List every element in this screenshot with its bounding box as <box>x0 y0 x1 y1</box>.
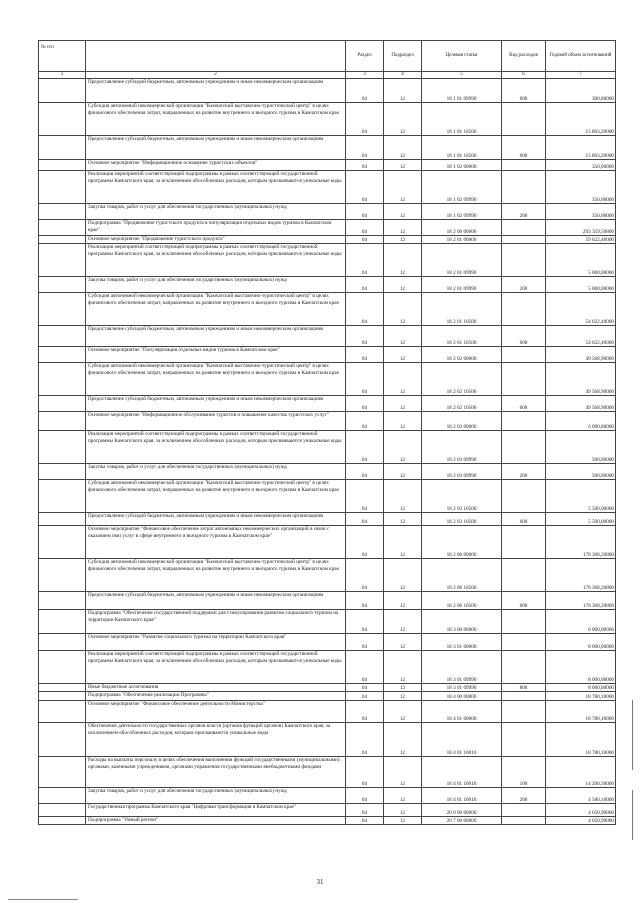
table-row <box>39 817 616 825</box>
row-article-cell: 18 4 00 00000 <box>422 692 502 701</box>
row-num-cell <box>39 363 86 396</box>
row-article-cell: 18 2 06 10500 <box>422 559 502 592</box>
row-num-cell <box>39 326 86 347</box>
row-podrazdel-cell: 12 <box>384 788 422 804</box>
row-podrazdel-cell: 12 <box>384 701 422 723</box>
row-num-cell <box>39 559 86 592</box>
row-article-cell: 20 0 00 00000 <box>422 804 502 817</box>
row-num-cell <box>39 804 86 817</box>
column-number-row <box>39 72 616 79</box>
row-article-cell: 18 2 03 09990 <box>422 431 502 464</box>
row-article-cell: 18 4 01 10010 <box>422 757 502 788</box>
table-row <box>39 277 616 293</box>
row-razdel-cell: 04 <box>346 244 384 277</box>
row-num-cell <box>39 293 86 326</box>
row-sum-cell: 6 000,00000 <box>546 412 616 431</box>
row-podrazdel-cell: 12 <box>384 634 422 651</box>
row-sum-cell: 18 780,10000 <box>546 723 616 757</box>
row-num-cell <box>39 236 86 244</box>
row-num-cell <box>39 817 86 825</box>
row-article-cell: 18 3 00 00000 <box>422 610 502 634</box>
table-body <box>39 79 616 825</box>
row-razdel-cell: 04 <box>346 396 384 412</box>
row-razdel-cell: 04 <box>346 136 384 160</box>
row-num-cell <box>39 634 86 651</box>
row-podrazdel-cell: 12 <box>384 692 422 701</box>
table-row <box>39 236 616 244</box>
row-razdel-cell: 04 <box>346 634 384 651</box>
row-name-cell: Подпрограмма "Обеспечение государственной поддержки для стимулирования развития социального туризма на территории Камчатского края" <box>86 610 346 634</box>
row-article-cell: 18 4 01 00000 <box>422 701 502 723</box>
col-number: 1 <box>39 72 86 79</box>
row-razdel-cell: 04 <box>346 817 384 825</box>
row-razdel-cell: 04 <box>346 592 384 610</box>
table-row <box>39 412 616 431</box>
table-row <box>39 701 616 723</box>
row-name-cell: Основное мероприятие "Продвижение туристского продукта" <box>86 236 346 244</box>
row-razdel-cell: 04 <box>346 610 384 634</box>
row-name-cell: Основное мероприятие "Информационное обслуживание туристов и повышение качества туристских услуг" <box>86 412 346 431</box>
row-article-cell: 18 3 01 09990 <box>422 684 502 692</box>
row-name-cell: Подпрограмма "Умный регион" <box>86 817 346 825</box>
table-row <box>39 788 616 804</box>
row-razdel-cell: 04 <box>346 526 384 559</box>
row-type-cell <box>502 160 546 171</box>
row-type-cell: 200 <box>502 464 546 480</box>
table-row <box>39 559 616 592</box>
row-sum-cell: 350,00000 <box>546 204 616 220</box>
col-number: 2 <box>86 72 346 79</box>
table-row <box>39 513 616 526</box>
row-sum-cell: 300,00000 <box>546 79 616 103</box>
row-razdel-cell: 04 <box>346 160 384 171</box>
table-header-row <box>39 41 616 72</box>
row-num-cell <box>39 701 86 723</box>
table-row <box>39 610 616 634</box>
row-name-cell: Реализация мероприятий соответствующей подпрограммы в рамках соответствующей государственной программы Камчатского края, за исключением обособленных расходов, которым присваиваются уникальные коды <box>86 171 346 204</box>
row-razdel-cell: 04 <box>346 347 384 363</box>
row-name-cell: Основное мероприятие "Информационное оснащение туристских объектов" <box>86 160 346 171</box>
row-article-cell: 18 1 01 09990 <box>422 79 502 103</box>
col-number: 3 <box>346 72 384 79</box>
row-name-cell: Основное мероприятие "Развитие социального туризма на территории Камчатского края" <box>86 634 346 651</box>
row-article-cell: 18 2 00 00000 <box>422 220 502 236</box>
row-name-cell: Основное мероприятие "Популяризация отдельных видов туризма в Камчатском крае" <box>86 347 346 363</box>
row-name-cell: Закупка товаров, работ и услуг для обеспечения государственных (муниципальных) нужд <box>86 204 346 220</box>
row-sum-cell: 14 200,30000 <box>546 757 616 788</box>
page-number: 31 <box>316 878 324 886</box>
row-num-cell <box>39 757 86 788</box>
row-num-cell <box>39 204 86 220</box>
row-podrazdel-cell: 12 <box>384 526 422 559</box>
table-row <box>39 136 616 160</box>
header-name <box>86 41 346 72</box>
row-num-cell <box>39 684 86 692</box>
row-type-cell: 200 <box>502 788 546 804</box>
row-name-cell: Предоставление субсидий бюджетным, автономным учреждениям и иным некоммерческим организациям <box>86 326 346 347</box>
row-sum-cell: 350,00000 <box>546 171 616 204</box>
row-name-cell: Субсидия автономной некоммерческой организации "Камчатский выставочно-туристический центр" в целях финансового обеспечения затрат, направленных на развитие внутреннего и въездного туризма в Камчатском крае <box>86 293 346 326</box>
row-type-cell: 600 <box>502 79 546 103</box>
row-name-cell: Реализация мероприятий соответствующей подпрограммы в рамках соответствующей государственной программы Камчатского края, за исключением обособленных расходов, которым присваиваются уникальные коды <box>86 651 346 684</box>
row-article-cell: 18 2 06 00000 <box>422 526 502 559</box>
row-type-cell: 600 <box>502 326 546 347</box>
row-podrazdel-cell: 12 <box>384 651 422 684</box>
row-type-cell <box>502 559 546 592</box>
row-article-cell: 18 1 01 10500 <box>422 136 502 160</box>
row-razdel-cell: 04 <box>346 220 384 236</box>
row-name-cell: Иные бюджетные ассигнования <box>86 684 346 692</box>
row-sum-cell: 5 000,00000 <box>546 244 616 277</box>
row-podrazdel-cell: 12 <box>384 592 422 610</box>
row-num-cell <box>39 692 86 701</box>
row-type-cell <box>502 412 546 431</box>
table-row <box>39 244 616 277</box>
row-sum-cell: 178 368,20800 <box>546 526 616 559</box>
table-row <box>39 363 616 396</box>
row-razdel-cell: 04 <box>346 464 384 480</box>
row-razdel-cell: 04 <box>346 651 384 684</box>
budget-table-sheet <box>38 40 615 867</box>
table-row <box>39 79 616 103</box>
row-name-cell: Субсидия автономной некоммерческой организации "Камчатский выставочно-туристический центр" в целях финансового обеспечения затрат, направленных на развитие внутреннего и въездного туризма в Камчатском крае <box>86 480 346 513</box>
row-num-cell <box>39 347 86 363</box>
row-article-cell: 18 4 01 10010 <box>422 788 502 804</box>
col-number: 4 <box>384 72 422 79</box>
row-podrazdel-cell: 12 <box>384 363 422 396</box>
row-podrazdel-cell: 12 <box>384 610 422 634</box>
row-razdel-cell: 04 <box>346 431 384 464</box>
table-row <box>39 804 616 817</box>
row-type-cell: 600 <box>502 513 546 526</box>
header-type: Вид расходов <box>502 41 546 72</box>
row-podrazdel-cell: 12 <box>384 412 422 431</box>
row-num-cell <box>39 136 86 160</box>
row-type-cell: 600 <box>502 396 546 412</box>
table-row <box>39 723 616 757</box>
row-razdel-cell: 04 <box>346 692 384 701</box>
row-type-cell <box>502 171 546 204</box>
row-name-cell: Расходы на выплаты персоналу в целях обеспечения выполнения функций государственными (муниципальными) органами, казенными учреждениями, органами управления государственными внебюджетными фондами <box>86 757 346 788</box>
row-razdel-cell: 04 <box>346 804 384 817</box>
row-type-cell <box>502 804 546 817</box>
row-name-cell: Предоставление субсидий бюджетным, автономным учреждениям и иным некоммерческим организациям <box>86 79 346 103</box>
header-razdel: Раздел <box>346 41 384 72</box>
row-article-cell: 18 1 02 09990 <box>422 204 502 220</box>
row-type-cell <box>502 236 546 244</box>
row-sum-cell: 500,00000 <box>546 464 616 480</box>
row-name-cell: Предоставление субсидий бюджетным, автономным учреждениям и иным некоммерческим организациям <box>86 592 346 610</box>
row-sum-cell: 8 000,00000 <box>546 651 616 684</box>
row-podrazdel-cell: 12 <box>384 723 422 757</box>
row-article-cell: 20 7 00 00000 <box>422 817 502 825</box>
row-podrazdel-cell: 12 <box>384 464 422 480</box>
row-article-cell: 18 2 01 09990 <box>422 277 502 293</box>
table-row <box>39 634 616 651</box>
row-razdel-cell: 04 <box>346 684 384 692</box>
row-type-cell <box>502 480 546 513</box>
row-num-cell <box>39 220 86 236</box>
row-article-cell: 18 4 01 10010 <box>422 723 502 757</box>
table-row <box>39 293 616 326</box>
row-razdel-cell: 04 <box>346 79 384 103</box>
row-article-cell: 18 2 01 00000 <box>422 236 502 244</box>
row-podrazdel-cell: 12 <box>384 204 422 220</box>
row-name-cell: Субсидия автономной некоммерческой организации "Камчатский выставочно-туристический центр" в целях финансового обеспечения затрат, направленных на развитие внутреннего и въездного туризма в Камчатском крае <box>86 103 346 136</box>
row-article-cell: 18 2 03 00000 <box>422 412 502 431</box>
row-sum-cell: 8 000,00000 <box>546 684 616 692</box>
row-razdel-cell: 04 <box>346 103 384 136</box>
row-sum-cell: 5 500,00000 <box>546 480 616 513</box>
row-type-cell: 100 <box>502 757 546 788</box>
row-name-cell: Государственная программа Камчатского края "Цифровая трансформация в Камчатском крае" <box>86 804 346 817</box>
row-razdel-cell: 04 <box>346 559 384 592</box>
row-sum-cell: 18 780,10000 <box>546 692 616 701</box>
header-article: Целевая статья <box>422 41 502 72</box>
table-row <box>39 326 616 347</box>
row-razdel-cell: 04 <box>346 293 384 326</box>
row-razdel-cell: 04 <box>346 412 384 431</box>
table-row <box>39 592 616 610</box>
table-row <box>39 220 616 236</box>
table-row <box>39 692 616 701</box>
row-sum-cell: 49 568,90000 <box>546 347 616 363</box>
row-name-cell: Основное мероприятие "Финансовое обеспечение деятельности Министерства" <box>86 701 346 723</box>
row-name-cell: Подпрограмма "Продвижение туристского продукта в популяризация отдельных видов туризма в Камчатском крае" <box>86 220 346 236</box>
row-podrazdel-cell: 12 <box>384 684 422 692</box>
row-article-cell: 18 2 03 10500 <box>422 513 502 526</box>
row-num-cell <box>39 171 86 204</box>
row-podrazdel-cell: 12 <box>384 804 422 817</box>
row-num-cell <box>39 277 86 293</box>
table-row <box>39 684 616 692</box>
row-sum-cell: 8 000,00000 <box>546 610 616 634</box>
row-article-cell: 18 2 06 10500 <box>422 592 502 610</box>
table-row <box>39 103 616 136</box>
row-name-cell: Закупка товаров, работ и услуг для обеспечения государственных (муниципальных) нужд <box>86 277 346 293</box>
row-name-cell: Реализация мероприятий соответствующей подпрограммы в рамках соответствующей государственной программы Камчатского края, за исключением обособленных расходов, которым присваиваются уникальные коды <box>86 431 346 464</box>
row-razdel-cell: 04 <box>346 480 384 513</box>
row-type-cell <box>502 347 546 363</box>
row-sum-cell: 178 368,20800 <box>546 559 616 592</box>
row-article-cell: 18 2 02 00000 <box>422 347 502 363</box>
row-podrazdel-cell: 12 <box>384 396 422 412</box>
row-podrazdel-cell: 12 <box>384 347 422 363</box>
row-type-cell <box>502 723 546 757</box>
row-type-cell <box>502 526 546 559</box>
row-num-cell <box>39 79 86 103</box>
row-razdel-cell: 04 <box>346 363 384 396</box>
row-sum-cell: 49 568,90000 <box>546 363 616 396</box>
row-article-cell: 18 2 03 09990 <box>422 464 502 480</box>
row-num-cell <box>39 480 86 513</box>
table-row <box>39 160 616 171</box>
row-sum-cell: 500,00000 <box>546 431 616 464</box>
row-num-cell <box>39 651 86 684</box>
table-row <box>39 396 616 412</box>
col-number: 5 <box>422 72 502 79</box>
row-sum-cell: 4 650,90000 <box>546 804 616 817</box>
row-article-cell: 18 2 01 09990 <box>422 244 502 277</box>
row-razdel-cell: 04 <box>346 513 384 526</box>
row-razdel-cell: 04 <box>346 326 384 347</box>
row-name-cell: Субсидия автономной некоммерческой организации "Камчатский выставочно-туристический центр" в целях финансового обеспечения затрат, направленных на развитие внутреннего и въездного туризма в Камчатском крае <box>86 363 346 396</box>
row-type-cell <box>502 244 546 277</box>
row-podrazdel-cell: 12 <box>384 103 422 136</box>
row-num-cell <box>39 723 86 757</box>
row-sum-cell: 59 622,40000 <box>546 236 616 244</box>
row-podrazdel-cell: 12 <box>384 513 422 526</box>
row-num-cell <box>39 103 86 136</box>
row-article-cell: 18 2 02 10500 <box>422 396 502 412</box>
row-article-cell: 18 3 01 09990 <box>422 651 502 684</box>
row-name-cell: Закупка товаров, работ и услуг для обеспечения государственных (муниципальных) нужд <box>86 788 346 804</box>
row-razdel-cell: 04 <box>346 788 384 804</box>
col-number: 7 <box>546 72 616 79</box>
row-type-cell <box>502 363 546 396</box>
table-row <box>39 480 616 513</box>
header-num: № п/п <box>39 41 86 72</box>
row-type-cell <box>502 220 546 236</box>
row-num-cell <box>39 412 86 431</box>
row-sum-cell: 18 780,10000 <box>546 701 616 723</box>
row-sum-cell: 293 359,50800 <box>546 220 616 236</box>
row-article-cell: 18 2 02 10500 <box>422 363 502 396</box>
table-row <box>39 757 616 788</box>
row-sum-cell: 5 000,00000 <box>546 277 616 293</box>
row-article-cell: 18 2 01 10500 <box>422 326 502 347</box>
col-number: 6 <box>502 72 546 79</box>
row-num-cell <box>39 788 86 804</box>
row-type-cell <box>502 634 546 651</box>
row-num-cell <box>39 464 86 480</box>
row-type-cell: 800 <box>502 684 546 692</box>
row-podrazdel-cell: 12 <box>384 817 422 825</box>
row-article-cell: 18 1 02 09990 <box>422 171 502 204</box>
row-article-cell: 18 1 02 00000 <box>422 160 502 171</box>
row-podrazdel-cell: 12 <box>384 431 422 464</box>
row-article-cell: 18 3 01 00000 <box>422 634 502 651</box>
header-podrazdel: Подраздел <box>384 41 422 72</box>
row-name-cell: Закупка товаров, работ и услуг для обеспечения государственных (муниципальных) нужд <box>86 464 346 480</box>
row-name-cell: Подпрограмма "Обеспечение реализации Программы" <box>86 692 346 701</box>
row-article-cell: 18 2 01 10500 <box>422 293 502 326</box>
row-sum-cell: 15 803,20000 <box>546 136 616 160</box>
row-name-cell: Предоставление субсидий бюджетным, автономным учреждениям и иным некоммерческим организациям <box>86 513 346 526</box>
row-num-cell <box>39 610 86 634</box>
row-article-cell: 18 1 01 10500 <box>422 103 502 136</box>
row-podrazdel-cell: 12 <box>384 326 422 347</box>
row-name-cell: Субсидия автономной некоммерческой организации "Камчатский выставочно-туристический центр" в целях финансового обеспечения затрат, направленных на развитие внутреннего и въездного туризма в Камчатском крае <box>86 559 346 592</box>
row-podrazdel-cell: 12 <box>384 79 422 103</box>
row-sum-cell: 49 568,90000 <box>546 396 616 412</box>
row-name-cell: Обеспечение деятельности государственных органов власти (органов функций органов) Камчатского края, за исключением обособленных расходов, которым присваиваются уникальные коды <box>86 723 346 757</box>
row-podrazdel-cell: 12 <box>384 757 422 788</box>
row-sum-cell: 5 500,00000 <box>546 513 616 526</box>
row-name-cell: Основное мероприятие "Финансовое обеспечение затрат автономных некоммерческих организаций в связи с оказанием ими услуг в сфере внутреннего и въездного туризма в Камчатском крае" <box>86 526 346 559</box>
row-razdel-cell: 04 <box>346 204 384 220</box>
row-num-cell <box>39 396 86 412</box>
row-article-cell: 18 2 03 10500 <box>422 480 502 513</box>
row-type-cell <box>502 610 546 634</box>
budget-table <box>38 40 616 825</box>
table-row <box>39 526 616 559</box>
row-type-cell <box>502 293 546 326</box>
row-sum-cell: 54 622,40000 <box>546 293 616 326</box>
row-razdel-cell: 04 <box>346 277 384 293</box>
row-podrazdel-cell: 12 <box>384 236 422 244</box>
row-sum-cell: 54 622,40000 <box>546 326 616 347</box>
row-podrazdel-cell: 12 <box>384 293 422 326</box>
table-row <box>39 651 616 684</box>
row-num-cell <box>39 160 86 171</box>
row-type-cell: 600 <box>502 592 546 610</box>
header-sum: Годовой объем ассигнований <box>546 41 616 72</box>
row-type-cell <box>502 701 546 723</box>
row-type-cell <box>502 692 546 701</box>
row-podrazdel-cell: 12 <box>384 171 422 204</box>
row-razdel-cell: 04 <box>346 171 384 204</box>
row-razdel-cell: 04 <box>346 757 384 788</box>
row-num-cell <box>39 244 86 277</box>
footer-rule <box>8 899 78 900</box>
row-type-cell: 600 <box>502 136 546 160</box>
row-podrazdel-cell: 12 <box>384 277 422 293</box>
row-sum-cell: 350,00000 <box>546 160 616 171</box>
table-row <box>39 464 616 480</box>
row-num-cell <box>39 513 86 526</box>
row-num-cell <box>39 592 86 610</box>
table-row <box>39 431 616 464</box>
row-sum-cell: 178 368,20800 <box>546 592 616 610</box>
row-type-cell: 200 <box>502 204 546 220</box>
table-row <box>39 204 616 220</box>
row-type-cell: 200 <box>502 277 546 293</box>
row-name-cell: Реализация мероприятий соответствующей подпрограммы в рамках соответствующей государственной программы Камчатского края, за исключением обособленных расходов, которым присваиваются уникальные коды <box>86 244 346 277</box>
row-name-cell: Предоставление субсидий бюджетным, автономным учреждениям и иным некоммерческим организациям <box>86 136 346 160</box>
row-sum-cell: 4 650,90000 <box>546 817 616 825</box>
row-podrazdel-cell: 12 <box>384 559 422 592</box>
table-row <box>39 171 616 204</box>
row-name-cell: Предоставление субсидий бюджетным, автономным учреждениям и иным некоммерческим организациям <box>86 396 346 412</box>
row-sum-cell: 8 000,00000 <box>546 634 616 651</box>
row-type-cell <box>502 431 546 464</box>
row-type-cell <box>502 817 546 825</box>
row-podrazdel-cell: 12 <box>384 160 422 171</box>
row-type-cell <box>502 651 546 684</box>
row-num-cell <box>39 431 86 464</box>
row-sum-cell: 4 580,10000 <box>546 788 616 804</box>
table-row <box>39 347 616 363</box>
row-podrazdel-cell: 12 <box>384 244 422 277</box>
row-razdel-cell: 04 <box>346 701 384 723</box>
row-num-cell <box>39 526 86 559</box>
row-razdel-cell: 04 <box>346 236 384 244</box>
page-edge-mark <box>632 700 637 770</box>
row-podrazdel-cell: 12 <box>384 480 422 513</box>
row-podrazdel-cell: 12 <box>384 136 422 160</box>
row-podrazdel-cell: 12 <box>384 220 422 236</box>
row-sum-cell: 15 803,20000 <box>546 103 616 136</box>
row-razdel-cell: 04 <box>346 723 384 757</box>
row-type-cell <box>502 103 546 136</box>
page-edge-mark <box>632 790 637 840</box>
